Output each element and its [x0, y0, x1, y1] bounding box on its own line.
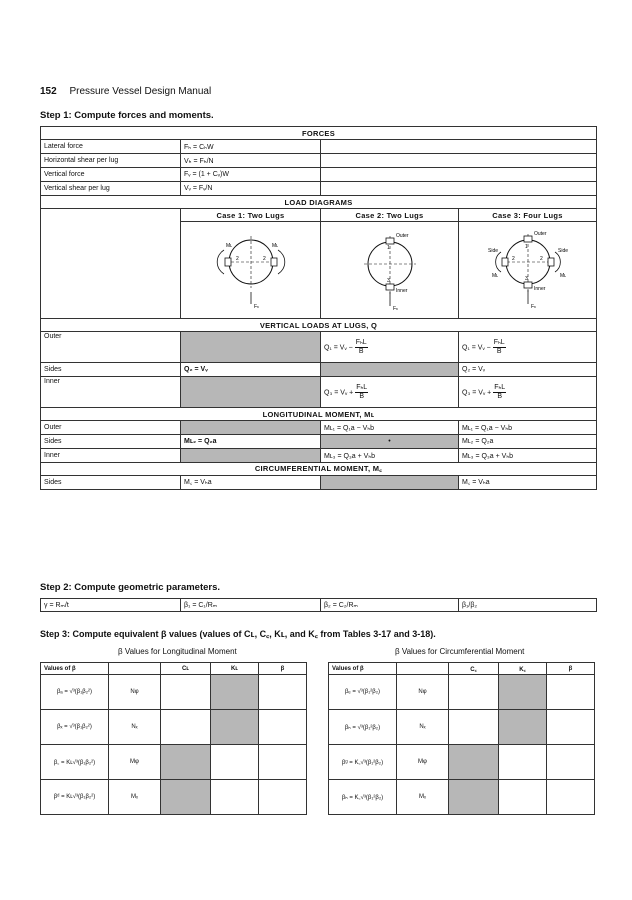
inner-label: Inner [533, 286, 545, 292]
table-row [41, 154, 597, 168]
step1-title: Step 1: Compute forces and moments. [40, 110, 214, 121]
lug-number: 2 [539, 256, 543, 262]
beta-formula: βᵍ = K꜀√³(β₁²β₂) [329, 745, 397, 780]
col-header: Values of β [329, 663, 397, 675]
col-header [397, 663, 449, 675]
step3-title: Step 3: Compute equivalent β values (values of Cʟ, C꜀, Kʟ, and K꜀ from Tables 3-17 and 3-18). [40, 629, 436, 639]
lug-number: 3 [524, 276, 528, 282]
fh-label: Fₕ [392, 306, 398, 312]
row-label: Sides [41, 476, 181, 490]
page-header [40, 86, 211, 97]
col-header [109, 663, 161, 675]
fh-label: Fₕ [253, 304, 259, 310]
beta-symbol: Mₓ [109, 780, 161, 815]
ml-label: Mʟ [225, 243, 232, 249]
outer-label: Outer [533, 231, 547, 237]
case1-title: Case 1: Two Lugs [181, 209, 321, 222]
row-label: Horizontal shear per lug [41, 154, 181, 168]
mc-formula: M꜀ = Vₕa [181, 476, 321, 490]
beta-formula: βₕ = √³(β₁²β₂) [329, 710, 397, 745]
col-header: K꜀ [499, 663, 547, 675]
fh-label: Fₕ [530, 304, 536, 310]
table-row [329, 675, 595, 710]
circumferential-beta-table [328, 662, 595, 815]
case3-title: Case 3: Four Lugs [459, 209, 597, 222]
side-label: Side [557, 248, 568, 254]
beta-symbol: Nφ [109, 675, 161, 710]
dot-mark: • [321, 435, 459, 449]
q3-formula: Q₃ = Vᵥ + $\frac{\text{FₕL}}{B}$ [321, 377, 459, 408]
ml3-formula: Mʟ₃ = Q₃a + Vₕb [459, 449, 597, 463]
circumferential-heading: CIRCUMFERENTIAL MOMENT, M꜀ [41, 463, 597, 476]
lug-number: 2 [262, 256, 266, 262]
lug-number: 1 [386, 245, 390, 251]
vertical-loads-heading: VERTICAL LOADS AT LUGS, Q [41, 319, 597, 332]
beta1-cell: β₁ = C₁/Rₘ [181, 599, 321, 612]
beta-symbol: Mφ [109, 745, 161, 780]
table-row [41, 780, 307, 815]
table-row [41, 332, 597, 363]
table-row [41, 421, 597, 435]
beta-formula: βₕ = K꜀√³(β₁²β₂) [329, 780, 397, 815]
forces-heading: FORCES [41, 127, 597, 140]
ml-label: Mʟ [559, 273, 566, 279]
mc-formula: M꜀ = Vₕa [459, 476, 597, 490]
running-title: Pressure Vessel Design Manual [69, 86, 212, 97]
q3-formula: Q₃ = Vᵥ + $\frac{\text{FₕL}}{B}$ [459, 377, 597, 408]
row-formula: Fₕ = CₕW [181, 140, 321, 154]
outer-label: Outer [395, 233, 409, 239]
row-label: Inner [41, 449, 181, 463]
table-row [41, 140, 597, 154]
beta-ratio-cell: β₁/β₂ [459, 599, 597, 612]
beta-formula: β꜀ = Kʟ√³(β₁β₂²) [41, 745, 109, 780]
circ-table-caption: β Values for Circumferential Moment [395, 647, 525, 656]
beta-symbol: Mₓ [397, 780, 449, 815]
beta-formula: βₓ = √³(β₁β₂²) [41, 710, 109, 745]
ml2-formula: Mʟ₂ = Q₂a [181, 435, 321, 449]
beta-symbol: Nφ [397, 675, 449, 710]
lug-number: 1 [524, 244, 528, 250]
table-row [41, 182, 597, 196]
col-header: Values of β [41, 663, 109, 675]
beta2-cell: β₂ = C₂/Rₘ [321, 599, 459, 612]
table-row [41, 168, 597, 182]
q1-formula: Q₁ = Vᵥ − $\frac{\text{FₕL}}{B}$ [459, 332, 597, 363]
beta-symbol: Mφ [397, 745, 449, 780]
col-header: β [547, 663, 595, 675]
col-header: β [259, 663, 307, 675]
ml1-formula: Mʟ₁ = Q₁a − Vₕb [321, 421, 459, 435]
beta-symbol: Nₓ [109, 710, 161, 745]
ml2-formula: Mʟ₂ = Q₂a [459, 435, 597, 449]
forces-moments-table [40, 126, 597, 490]
table-row [329, 780, 595, 815]
table-row [41, 710, 307, 745]
step2-title: Step 2: Compute geometric parameters. [40, 582, 221, 593]
table-row [41, 363, 597, 377]
row-formula: Vᵥ = Fᵥ/N [181, 182, 321, 196]
table-row [41, 377, 597, 408]
row-label: Outer [41, 421, 181, 435]
long-table-caption: β Values for Longitudinal Moment [118, 647, 237, 656]
longitudinal-beta-table [40, 662, 307, 815]
col-header: Cʟ [161, 663, 211, 675]
gamma-cell: γ = Rₘ/t [41, 599, 181, 612]
case2-title: Case 2: Two Lugs [321, 209, 459, 222]
table-row [329, 745, 595, 780]
beta-formula: βₑ = √³(β₁²β₂) [329, 675, 397, 710]
side-label: Side [487, 248, 498, 254]
row-formula: Fᵥ = (1 + Cᵥ)W [181, 168, 321, 182]
ml3-formula: Mʟ₃ = Q₃a + Vₕb [321, 449, 459, 463]
ml-label: Mʟ [271, 243, 278, 249]
case1-diagram [181, 222, 321, 319]
row-label: Sides [41, 363, 181, 377]
inner-label: Inner [395, 288, 407, 294]
ml1-formula: Mʟ₁ = Q₁a − Vₕb [459, 421, 597, 435]
beta-symbol: Nₓ [397, 710, 449, 745]
ml-label: Mʟ [491, 273, 498, 279]
row-label: Vertical force [41, 168, 181, 182]
table-row [329, 710, 595, 745]
q1-formula: Q₁ = Vᵥ − $\frac{\text{FₕL}}{B}$ [321, 332, 459, 363]
beta-formula: βₐ = √³(β₁β₂²) [41, 675, 109, 710]
col-header: C꜀ [449, 663, 499, 675]
row-label: Vertical shear per lug [41, 182, 181, 196]
case2-diagram [321, 222, 459, 319]
row-label: Outer [41, 332, 181, 363]
longitudinal-heading: LONGITUDINAL MOMENT, Mʟ [41, 408, 597, 421]
q2-formula: Q₂ = Vᵥ [459, 363, 597, 377]
row-label: Inner [41, 377, 181, 408]
table-row [41, 449, 597, 463]
geometric-parameters-table [40, 598, 597, 612]
row-label: Lateral force [41, 140, 181, 154]
beta-formula: βᵈ = Kʟ√³(β₁β₂²) [41, 780, 109, 815]
table-row [41, 675, 307, 710]
lug-number: 2 [511, 256, 515, 262]
page-number: 152 [40, 86, 57, 97]
lug-number: 2 [235, 256, 239, 262]
row-formula: Vₕ = Fₕ/N [181, 154, 321, 168]
table-row [41, 476, 597, 490]
case3-diagram [459, 222, 597, 319]
col-header: Kʟ [211, 663, 259, 675]
row-label: Sides [41, 435, 181, 449]
load-diagrams-heading: LOAD DIAGRAMS [41, 196, 597, 209]
table-row [41, 745, 307, 780]
table-row [41, 435, 597, 449]
lug-number: 3 [386, 278, 390, 284]
q2-formula: Q₂ = Vᵥ [181, 363, 321, 377]
